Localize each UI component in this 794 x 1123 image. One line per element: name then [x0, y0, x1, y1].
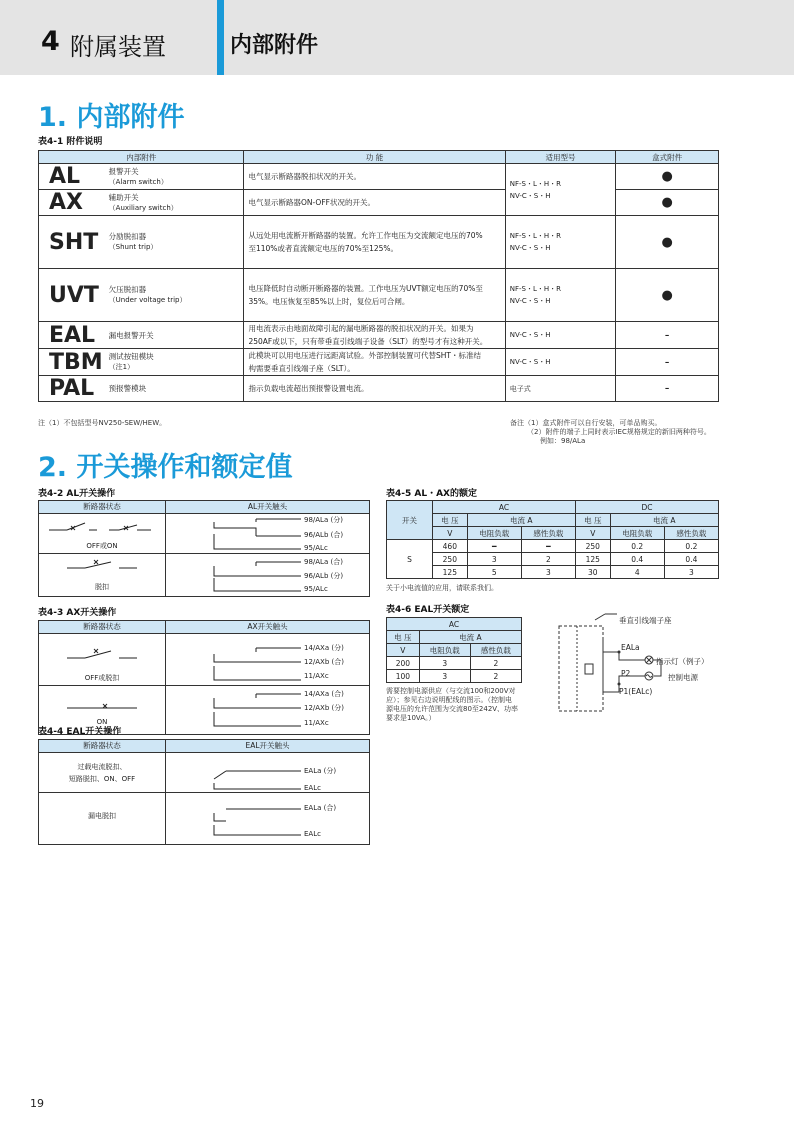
- table-row: [387, 553, 719, 566]
- col-header-state: 断路器状态: [39, 501, 166, 513]
- table-cell: 0.4: [610, 553, 664, 566]
- table-cell: 460: [433, 540, 468, 553]
- col-header-voltage: 电 压: [387, 631, 420, 644]
- eal-contact-symbol: [166, 753, 371, 793]
- contact-label: 96/ALb (合): [304, 531, 344, 539]
- eal-contact-symbol-leak: [166, 793, 371, 844]
- contact-label: 96/ALb (分): [304, 572, 344, 580]
- p2-label: P2: [621, 669, 631, 678]
- table-row: [387, 540, 719, 553]
- col-header-ac: AC: [433, 501, 576, 514]
- accessory-name: 辅助开关: [108, 192, 139, 202]
- accessory-code: EAL: [39, 322, 107, 349]
- page-title: 内部附件: [230, 33, 319, 58]
- contact-label: 95/ALc: [304, 544, 328, 552]
- table4-1-note: 注（1）不包括型号NV250-SEW/HEW。: [38, 419, 167, 427]
- col-header-function: 功 能: [244, 151, 505, 164]
- col-header-current: 电流 A: [467, 514, 575, 527]
- contact-label: 14/AXa (合): [304, 690, 344, 698]
- col-header-resistive: 电阻负载: [419, 644, 470, 657]
- accessory-model: NV-C・S・H: [505, 349, 615, 376]
- table-cell: 2: [521, 553, 575, 566]
- contact-label: EALc: [304, 784, 321, 792]
- table4-5-note: 关于小电流值的应用，请联系我们。: [386, 584, 498, 592]
- contact-label: 11/AXc: [304, 719, 329, 727]
- ax-switch-table: [38, 620, 370, 735]
- col-header-current: 电流 A: [610, 514, 718, 527]
- accessory-function2: 250AF或以下，只有带垂直引线端子设备（SLT）的型号才有这种开关。: [248, 337, 488, 346]
- table-row: [39, 349, 719, 376]
- contact-label: 98/ALa (合): [304, 558, 343, 566]
- accessory-function2: 构需要垂直引线端子座（SLT）。: [248, 364, 355, 373]
- col-header-contact: AL开关触头: [247, 502, 288, 511]
- col-header-unit: V: [433, 527, 468, 540]
- col-header-state: 断路器状态: [39, 621, 166, 633]
- accessory-table: [38, 150, 719, 402]
- breaker-state: OFF或ON: [86, 542, 118, 550]
- col-header-unit: V: [387, 644, 420, 657]
- box-mark: ●: [616, 216, 719, 269]
- lamp-label: 指示灯（例子）: [656, 657, 709, 666]
- table4-6-note: 应）；参见右边说明配线的图示。（控制电: [386, 696, 512, 704]
- table-cell: 125: [575, 553, 610, 566]
- accessory-code: SHT: [39, 216, 107, 269]
- table-cell: 3: [419, 670, 470, 683]
- accessory-name: 测试按钮模块: [108, 352, 154, 361]
- contact-label: 12/AXb (合): [304, 658, 344, 666]
- accessory-model: NV-C・S・H: [505, 322, 615, 349]
- accessory-function: 电气显示断路器脱扣状况的开关。: [244, 164, 505, 190]
- accessory-function: 电压降低时自动断开断路器的装置。工作电压为UVT额定电压的70%至: [248, 284, 483, 293]
- section2-title: 2. 开关操作和额定值: [38, 452, 293, 483]
- table4-4-caption: 表4-4 EAL开关操作: [38, 727, 122, 737]
- accessory-function: 指示负载电流超出预报警设置电流。: [244, 376, 505, 402]
- page-header: [0, 0, 794, 75]
- eal-wiring-diagram: [555, 612, 725, 721]
- table-cell: 0.4: [664, 553, 718, 566]
- accessory-model: NF-S・L・H・R: [509, 179, 562, 188]
- accessory-name-en: （Alarm switch）: [108, 177, 168, 186]
- col-header-contact: AX开关触头: [247, 622, 288, 631]
- accessory-function: 此模块可以用电压进行远距离试验。外部控制装置可代替SHT・标准结: [248, 351, 481, 360]
- table4-1-remark3: 例如：98/ALa: [540, 437, 586, 445]
- contact-label: 98/ALa (分): [304, 516, 343, 524]
- table4-6-note: 源电压的允许范围为交流80至242V、功率: [386, 705, 519, 713]
- eala-label: EALa: [621, 643, 640, 652]
- col-header-inductive: 感性负载: [470, 644, 521, 657]
- accessory-function: 用电流表示由地面故障引起的漏电断路器的脱扣状况的开关。如果为: [248, 324, 474, 333]
- accessory-model2: NV-C・S・H: [509, 297, 551, 305]
- table4-1-caption: 表4-1 附件说明: [38, 137, 103, 147]
- table4-6-caption: 表4-6 EAL开关额定: [386, 605, 470, 615]
- table4-6-note: 要求是10VA。）: [386, 714, 436, 722]
- table-cell: 250: [575, 540, 610, 553]
- accessory-name-en: （注1）: [108, 363, 135, 371]
- table-row: [39, 793, 369, 844]
- breaker-state: OFF或脱扣: [84, 674, 120, 682]
- accessory-name: 分励脱扣器: [108, 232, 147, 241]
- eal-switch-table: [38, 739, 370, 845]
- header-accent-bar: [217, 0, 224, 75]
- table-row: [39, 753, 369, 793]
- col-header-voltage: 电 压: [433, 514, 468, 527]
- table-cell: 125: [433, 566, 468, 579]
- table-row: [39, 554, 369, 596]
- table-cell: 200: [387, 657, 420, 670]
- table-row: [387, 657, 522, 670]
- p1-label: P1(EALc): [619, 687, 653, 696]
- col-header-inductive: 感性负载: [664, 527, 718, 540]
- accessory-model: NF-S・L・H・R: [509, 232, 562, 240]
- accessory-function: 从远处用电流断开断路器的装置。允许工作电压为交流额定电压的70%: [248, 231, 483, 240]
- table-cell: 3: [419, 657, 470, 670]
- table-cell: 30: [575, 566, 610, 579]
- table-row: [39, 216, 719, 269]
- breaker-state: 短路脱扣、ON、OFF: [68, 775, 136, 783]
- col-header-state: 断路器状态: [39, 740, 166, 752]
- table-cell: ━: [521, 540, 575, 553]
- table4-6-note: 需要控制电源供应（与交流100和200V对: [386, 687, 516, 695]
- table4-3-caption: 表4-3 AX开关操作: [38, 608, 117, 618]
- accessory-function2: 至110%或者直流额定电压的70%至125%。: [248, 244, 399, 253]
- accessory-name: 报警开关: [108, 166, 139, 176]
- breaker-state: ON: [96, 718, 108, 726]
- table-row: [39, 376, 719, 402]
- chapter-title: 附属装置: [70, 33, 166, 61]
- table-cell: 5: [467, 566, 521, 579]
- contact-label: 11/AXc: [304, 672, 329, 680]
- table-cell: ━: [467, 540, 521, 553]
- box-mark: -: [616, 349, 719, 376]
- table-row: [39, 164, 719, 190]
- terminal-block-label: 垂直引线端子座: [619, 616, 672, 625]
- accessory-name: 欠压脱扣器: [108, 285, 147, 294]
- accessory-name-en: （Shunt trip）: [108, 243, 158, 251]
- col-header-box: 盒式附件: [616, 151, 719, 164]
- accessory-code: UVT: [39, 269, 107, 322]
- contact-label: EALc: [304, 830, 321, 838]
- switch-type: S: [387, 540, 433, 579]
- box-mark: ●: [616, 164, 719, 190]
- accessory-code: PAL: [39, 376, 107, 402]
- table-cell: 4: [610, 566, 664, 579]
- table-cell: 100: [387, 670, 420, 683]
- contact-label: 95/ALc: [304, 585, 328, 593]
- col-header-resistive: 电阻负载: [610, 527, 664, 540]
- table-row: [39, 634, 369, 686]
- box-mark: ●: [616, 190, 719, 216]
- box-mark: -: [616, 376, 719, 402]
- col-header-current: 电流 A: [419, 631, 521, 644]
- table-row: [387, 670, 522, 683]
- col-header-voltage: 电 压: [575, 514, 610, 527]
- box-mark: -: [616, 322, 719, 349]
- accessory-name: 漏电报警开关: [108, 330, 154, 340]
- table-cell: 3: [521, 566, 575, 579]
- accessory-name: 预报警模块: [108, 384, 147, 393]
- accessory-code: TBM: [39, 349, 107, 376]
- table-cell: 3: [664, 566, 718, 579]
- accessory-function: 电气显示断路器ON-OFF状况的开关。: [244, 190, 505, 216]
- contact-label: EALa (分): [304, 767, 337, 775]
- accessory-code: AX: [39, 190, 107, 216]
- al-switch-table: [38, 500, 370, 597]
- accessory-code: AL: [39, 164, 107, 190]
- box-mark: ●: [616, 269, 719, 322]
- col-header-resistive: 电阻负载: [467, 527, 521, 540]
- col-header-unit: V: [575, 527, 610, 540]
- contact-label: 12/AXb (分): [304, 704, 344, 712]
- table-cell: 0.2: [610, 540, 664, 553]
- table-row: [39, 190, 719, 216]
- chapter-number: 4: [41, 26, 60, 57]
- table4-5-caption: 表4-5 AL・AX的额定: [386, 489, 477, 499]
- table4-1-remark1: 备注（1）盒式附件可以自行安装，可单品购买。: [510, 419, 662, 427]
- accessory-model2: NV-C・S・H: [509, 191, 551, 200]
- table-cell: 250: [433, 553, 468, 566]
- col-header-inductive: 感性负载: [521, 527, 575, 540]
- accessory-name-en: （Under voltage trip）: [108, 296, 187, 304]
- col-header-switch: 开关: [387, 501, 433, 540]
- accessory-name-en: （Auxiliary switch）: [108, 203, 178, 212]
- accessory-function2: 35%。电压恢复至85%以上时，复位后可合闸。: [248, 297, 410, 306]
- breaker-state: 过载电流脱扣、: [77, 763, 127, 771]
- contact-label: 14/AXa (分): [304, 644, 344, 652]
- table-row: [39, 322, 719, 349]
- accessory-model2: NV-C・S・H: [509, 244, 551, 252]
- power-label: 控制电源: [668, 673, 698, 682]
- page-number: 19: [30, 1097, 44, 1110]
- table-cell: 2: [470, 657, 521, 670]
- col-header-accessory: 内部附件: [39, 151, 244, 164]
- breaker-state: 脱扣: [95, 583, 109, 591]
- table4-1-remark2: （2）附件的端子上同时表示IEC规格规定的新旧两种符号。: [527, 428, 711, 436]
- table-row: [39, 514, 369, 554]
- table-cell: 2: [470, 670, 521, 683]
- table4-2-caption: 表4-2 AL开关操作: [38, 489, 116, 499]
- table-row: [39, 269, 719, 322]
- section1-title: 1. 内部附件: [38, 102, 185, 133]
- accessory-model: 电子式: [505, 376, 615, 402]
- table-cell: 3: [467, 553, 521, 566]
- accessory-model: NF-S・L・H・R: [509, 285, 562, 293]
- table-cell: 0.2: [664, 540, 718, 553]
- breaker-state: 漏电脱扣: [88, 812, 116, 820]
- eal-rating-table: [386, 617, 522, 683]
- table-row: [387, 566, 719, 579]
- col-header-model: 适用型号: [505, 151, 615, 164]
- contact-label: EALa (合): [304, 804, 337, 812]
- col-header-contact: EAL开关触头: [245, 741, 290, 750]
- col-header-ac: AC: [387, 618, 522, 631]
- al-ax-rating-table: [386, 500, 719, 579]
- col-header-dc: DC: [575, 501, 718, 514]
